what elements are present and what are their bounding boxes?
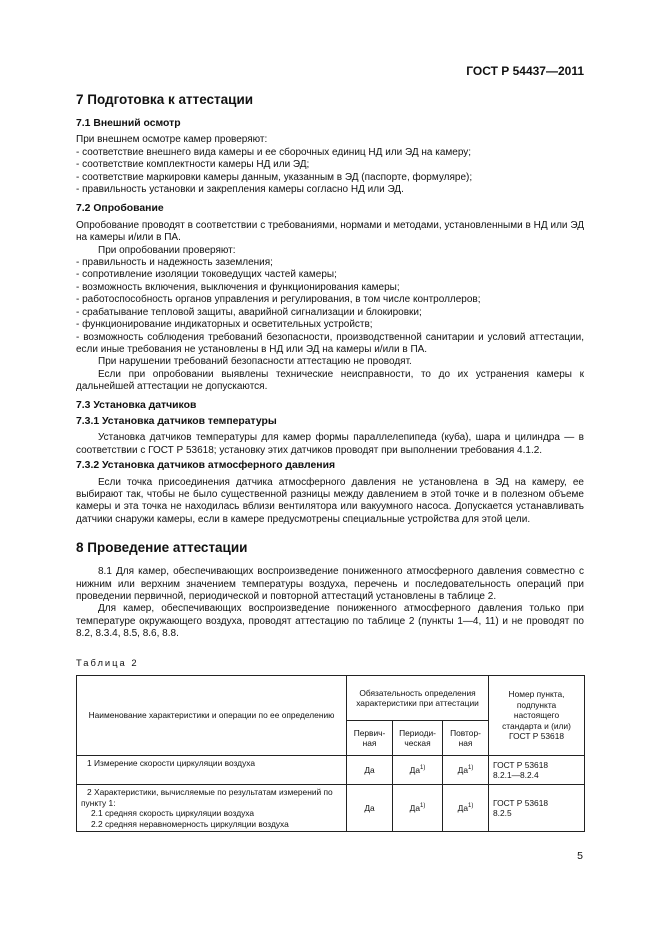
list-item: - сопротивление изоляции токоведущих частей камеры; bbox=[76, 269, 337, 281]
cell-value: Да bbox=[457, 764, 468, 775]
table-cell bbox=[393, 756, 443, 785]
section-7-3-title: 7.3 Установка датчиков bbox=[76, 399, 197, 411]
section-7-title: 7 Подготовка к аттестации bbox=[76, 92, 254, 107]
paragraph: Если точка присоединения датчика атмосферного давления не установлена в ЭД на камеру, ее выбирают так, чтобы не было существенной разницы между давлением в этой точке и в полезном объеме камеры и эта точка не находилась вблизи вентилятора или вакуумного насоса. Допускается устанавливать датчики снаружи камеры, если в камере предусмотрены специальные устройства для этой цели. bbox=[76, 476, 584, 525]
cell-value: Да bbox=[457, 802, 468, 813]
footnote-mark: 1) bbox=[468, 764, 474, 771]
paragraph: При нарушении требований безопасности аттестацию не проводят. bbox=[98, 356, 412, 368]
paragraph: Опробование проводят в соответствии с требованиями, нормами и методами, установленными в НД или ЭД на камеры и/или в ПА. bbox=[76, 219, 584, 244]
list-item: - правильность установки и закрепления камеры согласно НД или ЭД. bbox=[76, 184, 404, 196]
reference: ГОСТ Р 53618 bbox=[493, 797, 549, 808]
page-content bbox=[76, 92, 584, 832]
table-cell bbox=[443, 785, 489, 832]
row-name: 2 Характеристики, вычисляемые по результатам измерений по пункту 1: bbox=[81, 787, 333, 808]
section-7-1-title: 7.1 Внешний осмотр bbox=[76, 118, 181, 129]
table-cell bbox=[489, 785, 585, 832]
section-8-title: 8 Проведение аттестации bbox=[76, 540, 248, 556]
column-header: Обязательность определения характеристики при аттестации bbox=[347, 676, 489, 721]
list-item: - соответствие маркировки камеры данным, указанным в ЭД (паспорте, формуляре); bbox=[76, 171, 473, 183]
table-row bbox=[77, 756, 585, 785]
paragraph: Для камер, обеспечивающих воспроизведение пониженного атмосферного давления только при температуре окружающего воздуха, проводят аттестацию по таблице 2 (пункты 1—4, 11) и не проводят по 8.2, 8.3.4, 8.5, 8.6, 8.8. bbox=[76, 603, 584, 640]
cell-value: Да bbox=[409, 764, 420, 775]
table-cell bbox=[77, 785, 347, 832]
reference: 8.2.5 bbox=[493, 808, 512, 819]
table-cell bbox=[443, 756, 489, 785]
column-header: Периоди-ческая bbox=[393, 721, 443, 756]
row-name: 1 Измерение скорости циркуляции воздуха bbox=[87, 758, 256, 769]
page-number: 5 bbox=[577, 850, 583, 862]
list-item: - срабатывание тепловой защиты, аварийной сигнализации и блокировки; bbox=[76, 306, 422, 318]
testing-list bbox=[76, 257, 584, 356]
table-row bbox=[77, 785, 585, 832]
table-cell bbox=[347, 785, 393, 832]
list-item: - возможность включения, выключения и функционирования камеры; bbox=[76, 281, 400, 293]
footnote-mark: 1) bbox=[420, 802, 426, 809]
footnote-mark: 1) bbox=[468, 802, 474, 809]
list-item: - функционирование индикаторных и осветительных устройств; bbox=[76, 319, 373, 331]
paragraph: Установка датчиков температуры для камер формы параллелепипеда (куба), шара и цилиндра — в соответствии с ГОСТ Р 53618; установку этих датчиков проводят при выполнении требования 4.1.2. bbox=[76, 432, 584, 456]
paragraph: При опробовании проверяют: bbox=[98, 244, 236, 256]
reference: 8.2.1—8.2.4 bbox=[493, 770, 539, 781]
section-7-3-2-title: 7.3.2 Установка датчиков атмосферного давления bbox=[76, 460, 336, 472]
list-item: - правильность и надежность заземления; bbox=[76, 257, 273, 269]
section-7-2-title: 7.2 Опробование bbox=[76, 203, 164, 215]
cell-value: Да bbox=[364, 764, 375, 775]
column-header: Повтор-ная bbox=[443, 721, 489, 756]
reference: ГОСТ Р 53618 bbox=[493, 759, 549, 770]
document-id: ГОСТ Р 54437—2011 bbox=[466, 64, 584, 78]
paragraph: Если при опробовании выявлены технические неисправности, то до их устранения камеры к дальнейшей аттестации не допускаются. bbox=[76, 368, 584, 393]
cell-value: Да bbox=[409, 802, 420, 813]
table-cell bbox=[77, 756, 347, 785]
paragraph: При внешнем осмотре камер проверяют: bbox=[76, 134, 268, 146]
table-header-row bbox=[77, 676, 585, 721]
footnote-mark: 1) bbox=[420, 764, 426, 771]
table-cell bbox=[347, 756, 393, 785]
table-cell bbox=[489, 756, 585, 785]
table-label: Таблица 2 bbox=[76, 656, 139, 668]
row-subitem: 2.1 средняя скорость циркуляции воздуха bbox=[91, 808, 255, 819]
list-item: - работоспособность органов управления и регулирования, в том числе контроллеров; bbox=[76, 294, 481, 306]
section-7-3-1-title: 7.3.1 Установка датчиков температуры bbox=[76, 415, 277, 427]
table-cell bbox=[393, 785, 443, 832]
inspection-list bbox=[76, 147, 584, 197]
column-header: Первич-ная bbox=[347, 721, 393, 756]
column-header: Номер пункта, подпункта настоящего стандарта и (или) ГОСТ Р 53618 bbox=[489, 676, 585, 756]
attestation-table bbox=[76, 675, 585, 832]
column-header: Наименование характеристики и операции по ее определению bbox=[77, 676, 347, 756]
list-item: - соответствие комплектности камеры НД или ЭД; bbox=[76, 159, 310, 171]
paragraph: 8.1 Для камер, обеспечивающих воспроизведение пониженного атмосферного давления совместно с нижним или верхним значением температуры воздуха, перечень и последовательность операций при проведении первичной, периодической и повторной аттестаций установлены в таблице 2. bbox=[76, 566, 584, 602]
row-subitem: 2.2 средняя неравномерность циркуляции воздуха bbox=[91, 818, 289, 829]
list-item: - соответствие внешнего вида камеры и ее сборочных единиц НД или ЭД на камеру; bbox=[76, 146, 472, 158]
cell-value: Да bbox=[364, 802, 375, 813]
list-item: - возможность соблюдения требований безопасности, производственной санитарии и условий аттестации, если иные требования не установлены в НД или ЭД на камеры и/или в ПА. bbox=[76, 331, 584, 355]
